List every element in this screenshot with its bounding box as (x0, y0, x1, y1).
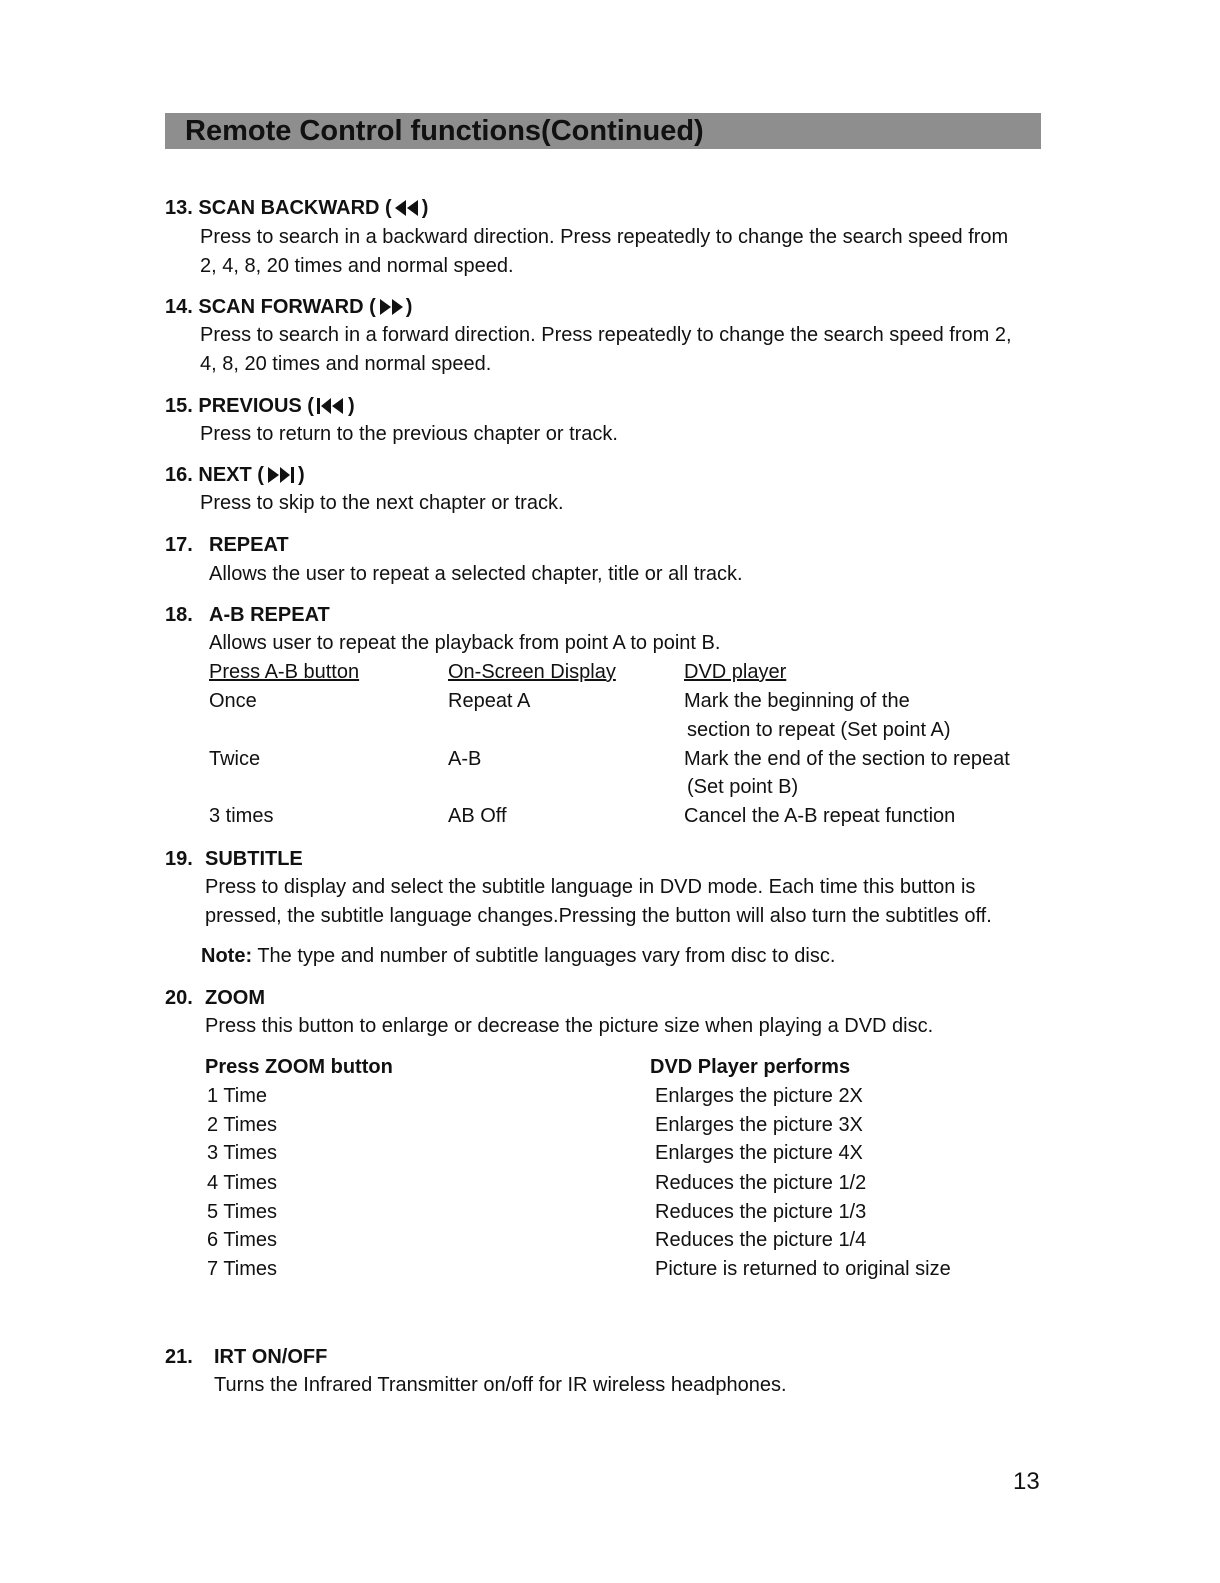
item-15-heading: 15. PREVIOUS ( ) (165, 395, 355, 417)
item-16-line-1: Press to skip to the next chapter or track. (200, 492, 564, 514)
item-18-title: A-B REPEAT (209, 604, 330, 626)
item-19-line-1: Press to display and select the subtitle language in DVD mode. Each time this button is (205, 876, 976, 898)
item-19-title: SUBTITLE (205, 848, 303, 870)
note-label: Note: (201, 945, 253, 967)
section-title-bar (165, 113, 1041, 149)
ab-table-row-result-cont: (Set point B) (687, 776, 799, 798)
item-19-line-2: pressed, the subtitle language changes.Pressing the button will also turn the subtitles off. (205, 905, 992, 927)
next-icon (266, 466, 296, 484)
ab-table-row-display: A-B (448, 748, 482, 770)
item-21-number: 21. (165, 1346, 193, 1368)
ab-table-row-result: Cancel the A-B repeat function (684, 805, 956, 827)
item-19-number: 19. (165, 848, 193, 870)
item-18-number: 18. (165, 604, 193, 626)
zoom-table-row-result: Enlarges the picture 4X (655, 1142, 863, 1164)
ab-table-header-display: On-Screen Display (448, 661, 616, 683)
ab-table-row-press: Twice (209, 748, 261, 770)
zoom-table-row-press: 4 Times (207, 1172, 278, 1194)
item-title: PREVIOUS (198, 395, 302, 417)
page-title: Remote Control functions(Continued) (185, 115, 704, 147)
item-number: 16. (165, 464, 193, 486)
zoom-table-row-result: Reduces the picture 1/3 (655, 1201, 867, 1223)
item-14-line-1: Press to search in a forward direction. Press repeatedly to change the search speed from 2, (200, 324, 1012, 346)
ab-table-row-result: Mark the end of the section to repeat (684, 748, 1010, 770)
ab-table-header-press: Press A-B button (209, 661, 360, 683)
item-13-line-2: 2, 4, 8, 20 times and normal speed. (200, 255, 514, 277)
item-20-line-1: Press this button to enlarge or decrease the picture size when playing a DVD disc. (205, 1015, 934, 1037)
item-13-line-1: Press to search in a backward direction. Press repeatedly to change the search speed from (200, 226, 1009, 248)
ab-table-header-result: DVD player (684, 661, 787, 683)
note-text: The type and number of subtitle languages vary from disc to disc. (257, 945, 836, 967)
scan-forward-icon (378, 298, 404, 316)
previous-icon (316, 397, 346, 415)
ab-table-row-result: Mark the beginning of the (684, 690, 910, 712)
item-title: SCAN BACKWARD (198, 197, 380, 219)
item-number: 14. (165, 296, 193, 318)
zoom-table-header-press: Press ZOOM button (205, 1056, 393, 1078)
zoom-table-row-press: 5 Times (207, 1201, 278, 1223)
item-16-heading: 16. NEXT ( ) (165, 464, 305, 486)
zoom-table-row-result: Picture is returned to original size (655, 1258, 951, 1280)
item-title: NEXT (198, 464, 252, 486)
ab-table-row-press: 3 times (209, 805, 274, 827)
ab-table-row-press: Once (209, 690, 257, 712)
zoom-table-header-result: DVD Player performs (650, 1056, 851, 1078)
item-17-line-1: Allows the user to repeat a selected chapter, title or all track. (209, 563, 743, 585)
zoom-table-row-press: 2 Times (207, 1114, 278, 1136)
zoom-table-row-press: 1 Time (207, 1085, 268, 1107)
item-20-title: ZOOM (205, 987, 265, 1009)
zoom-table-row-result: Reduces the picture 1/2 (655, 1172, 867, 1194)
item-15-line-1: Press to return to the previous chapter or track. (200, 423, 618, 445)
item-17-number: 17. (165, 534, 193, 556)
item-21-line-1: Turns the Infrared Transmitter on/off for IR wireless headphones. (214, 1374, 787, 1396)
item-title: SCAN FORWARD (198, 296, 364, 318)
item-14-line-2: 4, 8, 20 times and normal speed. (200, 353, 492, 375)
zoom-table-row-result: Enlarges the picture 2X (655, 1085, 863, 1107)
zoom-table-row-press: 6 Times (207, 1229, 278, 1251)
item-number: 13. (165, 197, 193, 219)
item-number: 15. (165, 395, 193, 417)
scan-backward-icon (394, 199, 420, 217)
ab-table-row-display: AB Off (448, 805, 507, 827)
item-14-heading: 14. SCAN FORWARD ( ) (165, 296, 413, 318)
item-13-heading: 13. SCAN BACKWARD ( ) (165, 197, 429, 219)
ab-table-row-display: Repeat A (448, 690, 531, 712)
zoom-table-row-result: Enlarges the picture 3X (655, 1114, 863, 1136)
zoom-table-row-press: 7 Times (207, 1258, 278, 1280)
item-18-line-1: Allows user to repeat the playback from point A to point B. (209, 632, 721, 654)
item-21-title: IRT ON/OFF (214, 1346, 328, 1368)
zoom-table-row-press: 3 Times (207, 1142, 278, 1164)
note (201, 942, 835, 971)
ab-table-row-result-cont: section to repeat (Set point A) (687, 719, 951, 741)
page-number: 13 (1013, 1468, 1040, 1495)
item-17-title: REPEAT (209, 534, 289, 556)
zoom-table-row-result: Reduces the picture 1/4 (655, 1229, 867, 1251)
item-20-number: 20. (165, 987, 193, 1009)
